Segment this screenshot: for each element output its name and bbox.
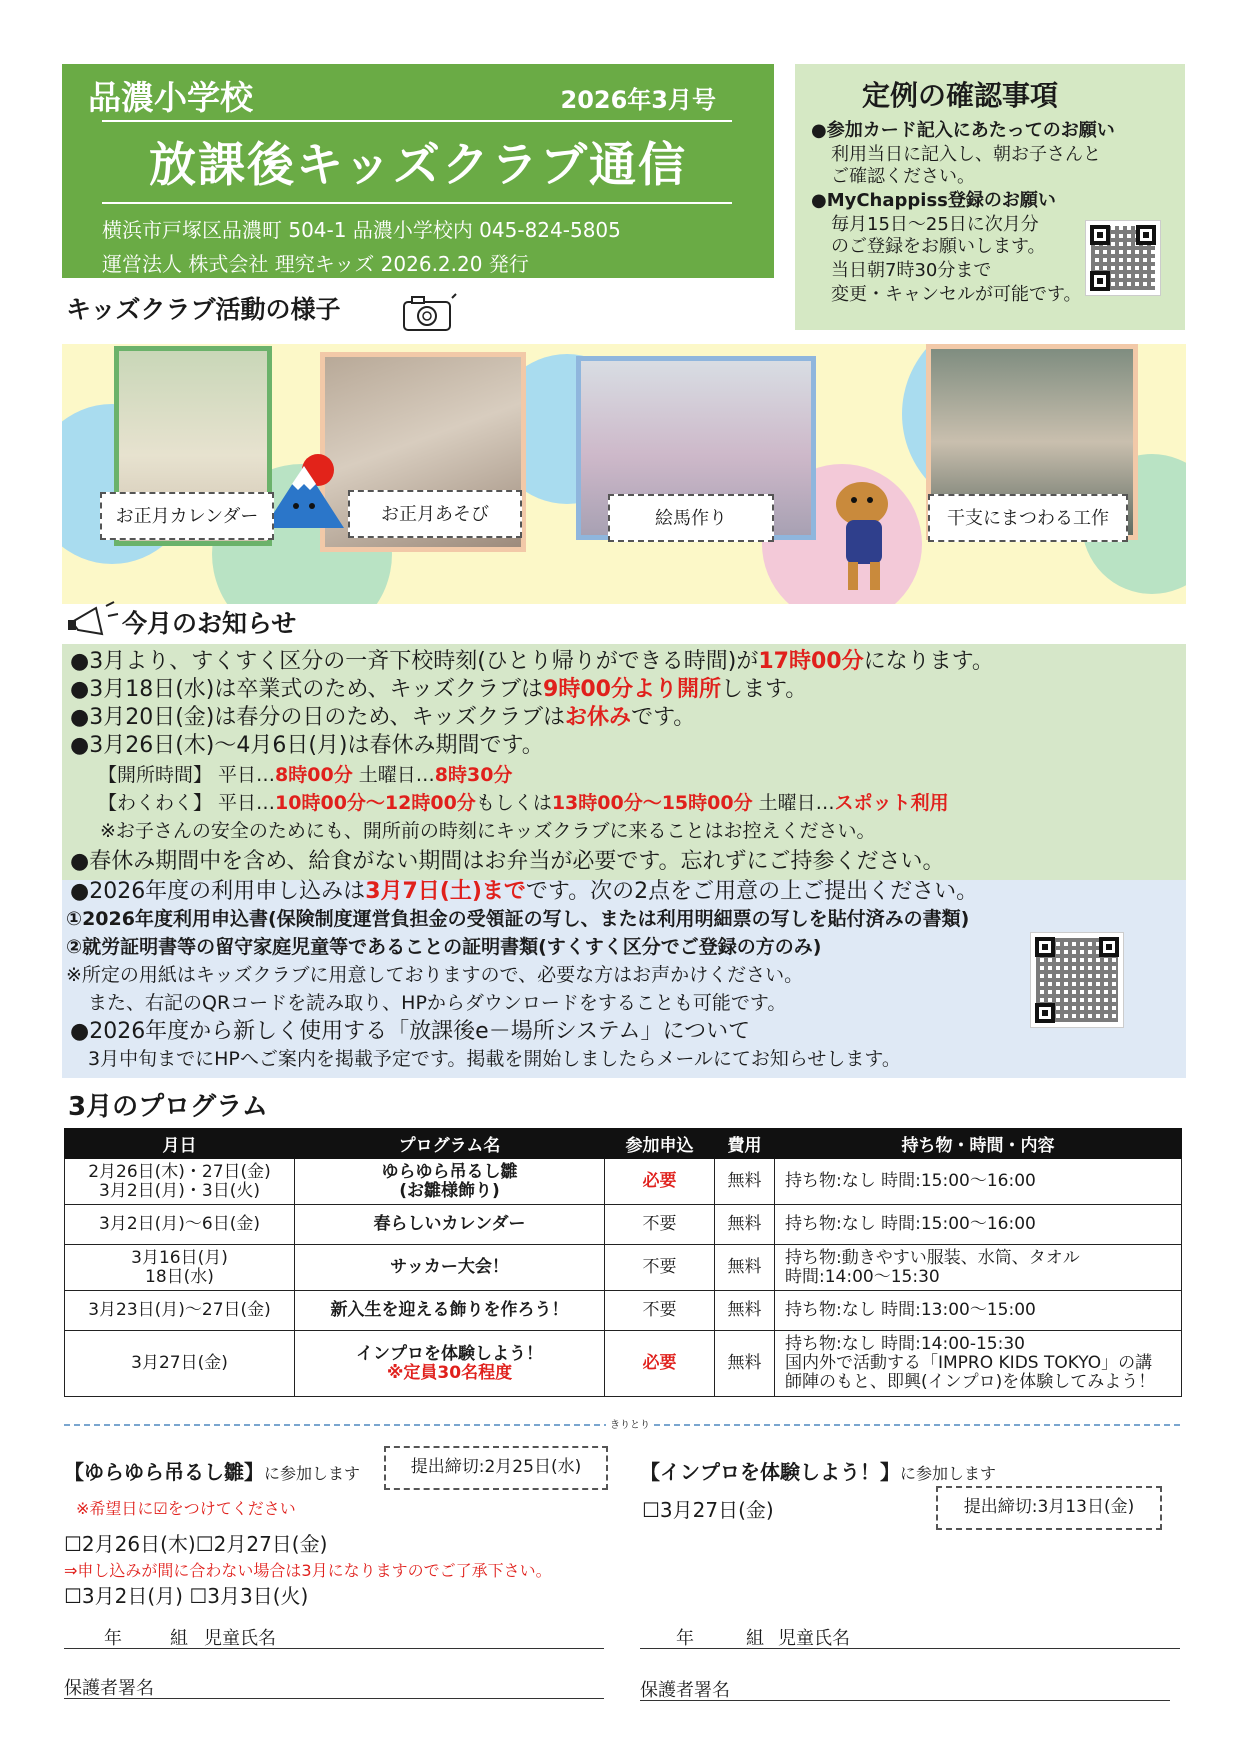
notice-line: 【わくわく】 平日…10時00分～12時00分もしくは13時00分～15時00分 土曜日…スポット利用	[98, 792, 949, 814]
note-line: ●MyChappiss登録のお願い	[811, 190, 1056, 211]
megaphone-icon	[66, 600, 122, 640]
guardian-signature-field[interactable]	[640, 1700, 1170, 1701]
detail: 持ち物:なし 時間:15:00～16:00	[775, 1205, 1182, 1245]
program-sub: (お雛様飾り)	[399, 1180, 500, 1201]
deadline-box: 提出締切:2月25日(水)	[384, 1446, 608, 1490]
date-checkbox-row[interactable]: ☐3月2日(月) ☐3月3日(火)	[64, 1584, 309, 1608]
col-date: 月日	[65, 1129, 295, 1159]
table-row	[65, 1331, 1182, 1397]
notice-line: ※お子さんの安全のためにも、開所前の時刻にキッズクラブに来ることはお控えください。	[100, 820, 876, 842]
col-apply: 参加申込	[605, 1129, 715, 1159]
program-name: ゆらゆら吊るし雛	[381, 1161, 518, 1182]
apply-status: 不要	[605, 1291, 715, 1331]
note-line: ●参加カード記入にあたってのお願い	[811, 120, 1115, 141]
mychappiss-qr-code[interactable]	[1085, 220, 1161, 296]
date: 3月23日(月)～27日(金)	[65, 1291, 295, 1331]
cut-label: きりとり	[606, 1416, 654, 1431]
divider	[102, 120, 732, 122]
apply-status: 必要	[605, 1331, 715, 1397]
program-title: 3月のプログラム	[68, 1092, 268, 1122]
notice-line: 【開所時間】 平日…8時00分 土曜日…8時30分	[98, 764, 513, 786]
notice-line: ※所定の用紙はキッズクラブに用意しておりますので、必要な方はお声かけください。	[66, 964, 804, 986]
regular-notes-title: 定例の確認事項	[861, 79, 1058, 112]
date-checkbox-row[interactable]: ☐3月27日(金)	[642, 1498, 774, 1522]
note-line: のご登録をお願いします。	[831, 236, 1046, 257]
child-name-label: 児童氏名	[204, 1628, 276, 1649]
program-name: サッカー大会！	[295, 1245, 605, 1291]
form-warning: ⇒申し込みが間に合わない場合は3月になりますのでご了承下さい。	[64, 1561, 552, 1580]
apply-status: 不要	[605, 1205, 715, 1245]
table-row	[65, 1245, 1182, 1291]
class-label: 組	[170, 1628, 188, 1649]
detail: 持ち物:なし 時間:14:00-15:30	[785, 1334, 1025, 1354]
date: 3月2日(月)～6日(金)	[65, 1205, 295, 1245]
note-line: 当日朝7時30分まで	[831, 260, 992, 281]
date: 18日(水)	[145, 1266, 214, 1287]
grade-label: 年	[676, 1628, 694, 1649]
child-name-field[interactable]	[64, 1648, 604, 1649]
school-name: 品濃小学校	[88, 78, 253, 117]
horse-illustration	[812, 464, 922, 594]
notice-line: ●3月より、すくすく区分の一斉下校時刻(ひとり帰りができる時間)が17時00分になります。	[70, 649, 994, 674]
detail: 持ち物:なし 時間:13:00～15:00	[775, 1291, 1182, 1331]
address: 横浜市戸塚区品濃町 504-1 品濃小学校内 045-824-5805	[102, 218, 621, 242]
note-line: ご確認ください。	[831, 166, 975, 187]
camera-icon	[400, 292, 458, 334]
class-label: 組	[746, 1628, 764, 1649]
apply-status: 不要	[605, 1245, 715, 1291]
program-table	[64, 1128, 1182, 1397]
notice-line: ●3月20日(金)は春分の日のため、キッズクラブはお休みです。	[70, 705, 696, 730]
caption-zodiac-craft: 干支にまつわる工作	[928, 494, 1128, 542]
program-name: 新入生を迎える飾りを作ろう！	[295, 1291, 605, 1331]
guardian-label: 保護者署名	[640, 1680, 730, 1701]
notice-line: ●2026年度の利用申し込みは3月7日(土)までです。次の2点をご用意の上ご提出ください。	[70, 879, 979, 904]
issue-date: 2026年3月号	[560, 86, 716, 114]
table-row	[65, 1159, 1182, 1205]
fee: 無料	[715, 1245, 775, 1291]
detail: 持ち物:なし 時間:15:00～16:00	[775, 1159, 1182, 1205]
program-capacity: ※定員30名程度	[386, 1362, 513, 1383]
table-row	[65, 1291, 1182, 1331]
publisher: 運営法人 株式会社 理究キッズ 2026.2.20 発行	[102, 252, 529, 276]
form-right-title: 【インプロを体験しよう！】に参加します	[640, 1460, 997, 1484]
col-program: プログラム名	[295, 1129, 605, 1159]
notice-line: ②就労証明書等の留守家庭児童等であることの証明書類(すくすく区分でご登録の方のみ)	[66, 936, 822, 958]
apply-status: 必要	[605, 1159, 715, 1205]
caption-new-year-play: お正月あそび	[348, 490, 522, 538]
date: 3月2日(月)・3日(火)	[99, 1180, 260, 1201]
fee: 無料	[715, 1159, 775, 1205]
date: 2月26日(木)・27日(金)	[88, 1161, 271, 1182]
table-row	[65, 1205, 1182, 1245]
notices-title: 今月のお知らせ	[122, 609, 297, 638]
detail: 師陣のもと、即興(インプロ)を体験してみよう！	[785, 1372, 1156, 1392]
form-left-title: 【ゆらゆら吊るし雛】に参加します	[64, 1460, 361, 1484]
newsletter-header	[62, 64, 774, 278]
notice-line: ①2026年度利用申込書(保険制度運営負担金の受領証の写し、または利用明細票の写しを貼付済みの書類)	[66, 908, 970, 930]
fee: 無料	[715, 1291, 775, 1331]
child-name-label: 児童氏名	[778, 1628, 850, 1649]
program-name: 春らしいカレンダー	[295, 1205, 605, 1245]
activity-title: キッズクラブ活動の様子	[66, 295, 341, 324]
detail: 時間:14:00～15:30	[785, 1266, 940, 1287]
guardian-signature-field[interactable]	[64, 1698, 604, 1699]
newsletter-title: 放課後キッズクラブ通信	[148, 138, 688, 193]
date-checkbox-row[interactable]: ☐2月26日(木)☐2月27日(金)	[64, 1532, 328, 1556]
divider	[102, 202, 732, 204]
table-header-row	[65, 1129, 1182, 1159]
fee: 無料	[715, 1331, 775, 1397]
note-line: 利用当日に記入し、朝お子さんと	[831, 144, 1101, 165]
date: 3月27日(金)	[65, 1331, 295, 1397]
detail: 持ち物:動きやすい服装、水筒、タオル	[785, 1247, 1080, 1268]
form-note: ※希望日に☑をつけてください	[76, 1499, 296, 1518]
activity-photo-band	[62, 344, 1186, 604]
notice-line: ●2026年度から新しく使用する「放課後e－場所システム」について	[70, 1019, 751, 1044]
deadline-box: 提出締切:3月13日(金)	[936, 1486, 1162, 1530]
application-qr-code[interactable]	[1030, 932, 1124, 1028]
caption-ema-making: 絵馬作り	[608, 494, 774, 542]
notice-line: 3月中旬までにHPへご案内を掲載予定です。掲載を開始しましたらメールにてお知らせします。	[88, 1048, 901, 1070]
col-detail: 持ち物・時間・内容	[775, 1129, 1182, 1159]
notice-line: また、右記のQRコードを読み取り、HPからダウンロードをすることも可能です。	[88, 992, 787, 1014]
notice-line: ●春休み期間中を含め、給食がない期間はお弁当が必要です。忘れずにご持参ください。	[70, 849, 945, 874]
program-name: インプロを体験しよう！	[356, 1343, 543, 1364]
guardian-label: 保護者署名	[64, 1678, 154, 1699]
col-fee: 費用	[715, 1129, 775, 1159]
child-name-field[interactable]	[640, 1648, 1180, 1649]
notice-line: ●3月26日(木)～4月6日(月)は春休み期間です。	[70, 733, 544, 758]
note-line: 毎月15日～25日に次月分	[831, 214, 1039, 235]
notice-line: ●3月18日(水)は卒業式のため、キッズクラブは9時00分より開所します。	[70, 677, 808, 702]
detail: 国内外で活動する「IMPRO KIDS TOKYO」の講	[785, 1353, 1153, 1373]
grade-label: 年	[104, 1628, 122, 1649]
regular-notes-box	[795, 64, 1185, 330]
caption-new-year-calendar: お正月カレンダー	[100, 492, 274, 540]
date: 3月16日(月)	[131, 1247, 228, 1268]
fee: 無料	[715, 1205, 775, 1245]
note-line: 変更・キャンセルが可能です。	[831, 284, 1082, 305]
